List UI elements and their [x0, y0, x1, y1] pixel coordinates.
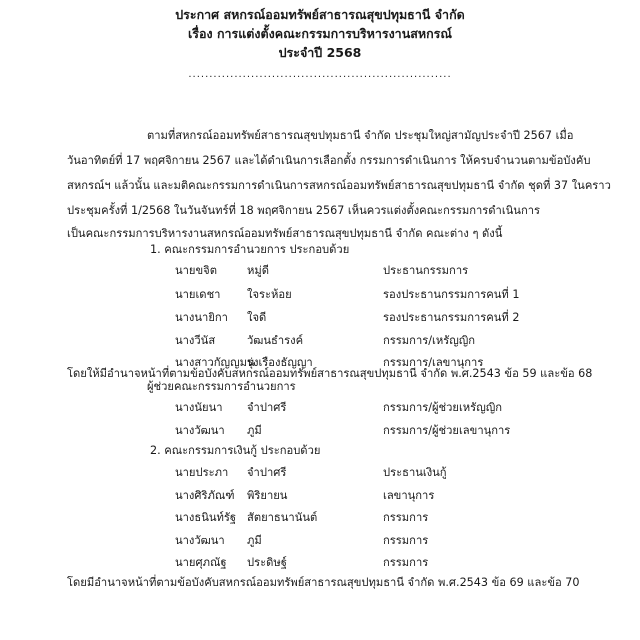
- member-row: [0, 508, 640, 526]
- announcement-year: ประจำปี 2568: [278, 45, 362, 60]
- member-role: รองประธานกรรมการคนที่ 2: [383, 311, 520, 324]
- assistants-title: ผู้ช่วยคณะกรรมการอำนวยการ: [147, 380, 296, 393]
- member-name: นางศิริภัณฑ์: [175, 489, 235, 502]
- member-name: นางนายิกา: [175, 311, 228, 324]
- dotted-divider: ...............................................................: [188, 69, 452, 80]
- member-role: กรรมการ: [383, 556, 429, 569]
- member-name: นายศุภณัฐ: [175, 556, 227, 569]
- member-surname: ภูมี: [247, 424, 262, 437]
- announcement-subject: เรื่อง การแต่งตั้งคณะกรรมการบริหารงานสหกรณ์: [188, 26, 452, 41]
- authority-note-2: โดยมีอำนาจหน้าที่ตามข้อบังคับสหกรณ์ออมทรัพย์สาธารณสุขปทุมธานี จำกัด พ.ศ.2543 ข้อ 69 และข้อ 70: [67, 576, 580, 589]
- member-row: [0, 331, 640, 349]
- member-row: [0, 398, 640, 416]
- member-surname: ภูมี: [247, 534, 262, 547]
- intro-line: เป็นคณะกรรมการบริหารงานสหกรณ์ออมทรัพย์สาธารณสุขปทุมธานี จำกัด คณะต่าง ๆ ดังนี้: [67, 227, 503, 240]
- member-name: นายขจิต: [175, 264, 217, 277]
- member-role: กรรมการ/ผู้ช่วยเลขานุการ: [383, 424, 511, 437]
- member-role: กรรมการ/เหรัญญิก: [383, 334, 476, 347]
- member-row: [0, 421, 640, 439]
- member-row: [0, 463, 640, 481]
- member-name: นายประภา: [175, 466, 229, 479]
- member-row: [0, 285, 640, 303]
- member-name: นายเดชา: [175, 288, 221, 301]
- member-name: นางธนินท์รัฐ: [175, 511, 237, 524]
- member-name: นางนัยนา: [175, 401, 223, 414]
- member-surname: รุ่งเรืองธัญญา: [247, 356, 313, 369]
- section1-title: 1. คณะกรรมการอำนวยการ ประกอบด้วย: [150, 243, 350, 256]
- member-row: [0, 486, 640, 504]
- member-row: [0, 553, 640, 571]
- member-row: [0, 308, 640, 326]
- announcement-title: ประกาศ สหกรณ์ออมทรัพย์สาธารณสุขปทุมธานี จำกัด: [175, 7, 465, 22]
- member-name: นางวัฒนา: [175, 424, 225, 437]
- authority-note-1: โดยให้มีอำนาจหน้าที่ตามข้อบังคับสหกรณ์ออมทรัพย์สาธารณสุขปทุมธานี จำกัด พ.ศ.2543 ข้อ 59 และข้อ 68: [67, 367, 593, 380]
- member-role: รองประธานกรรมการคนที่ 1: [383, 288, 520, 301]
- member-role: กรรมการ: [383, 534, 429, 547]
- member-role: เลขานุการ: [383, 489, 435, 502]
- member-role: กรรมการ/ผู้ช่วยเหรัญญิก: [383, 401, 503, 414]
- member-name: นางวัฒนา: [175, 534, 225, 547]
- member-role: ประธานเงินกู้: [383, 466, 447, 479]
- intro-line: ตามที่สหกรณ์ออมทรัพย์สาธารณสุขปทุมธานี จำกัด ประชุมใหญ่สามัญประจำปี 2567 เมื่อ: [147, 129, 574, 142]
- intro-line: วันอาทิตย์ที่ 17 พฤศจิกายน 2567 และได้ดำเนินการเลือกตั้ง กรรมการดำเนินการ ให้ครบจำนวนตามข้อบังคับ: [67, 154, 591, 167]
- member-surname: จำปาศรี: [247, 466, 287, 479]
- member-surname: วัฒนธำรงค์: [247, 334, 304, 347]
- section2-title: 2. คณะกรรมการเงินกู้ ประกอบด้วย: [150, 444, 321, 457]
- member-surname: ประดิษฐ์: [247, 556, 287, 569]
- member-row: [0, 261, 640, 279]
- member-role: กรรมการ: [383, 511, 429, 524]
- member-surname: หมู่ดี: [247, 264, 270, 277]
- member-surname: ใจระห้อย: [247, 288, 292, 301]
- member-name: นางสาวกัญญมน: [175, 356, 255, 369]
- member-surname: พิริยายน: [247, 489, 288, 502]
- member-name: นางวีนัส: [175, 334, 216, 347]
- member-role: กรรมการ/เลขานุการ: [383, 356, 484, 369]
- member-row: [0, 531, 640, 549]
- member-surname: สัตยาธนานันต์: [247, 511, 318, 524]
- member-surname: จำปาศรี: [247, 401, 287, 414]
- intro-line: ประชุมครั้งที่ 1/2568 ในวันจันทร์ที่ 18 พฤศจิกายน 2567 เห็นควรแต่งตั้งคณะกรรมการดำเนินการ: [67, 204, 541, 217]
- intro-line: สหกรณ์ฯ แล้วนั้น และมติคณะกรรมการดำเนินการสหกรณ์ออมทรัพย์สาธารณสุขปทุมธานี จำกัด ชุดที่ 37 ในคราว: [67, 179, 611, 192]
- member-surname: ใจดี: [247, 311, 267, 324]
- member-role: ประธานกรรมการ: [383, 264, 469, 277]
